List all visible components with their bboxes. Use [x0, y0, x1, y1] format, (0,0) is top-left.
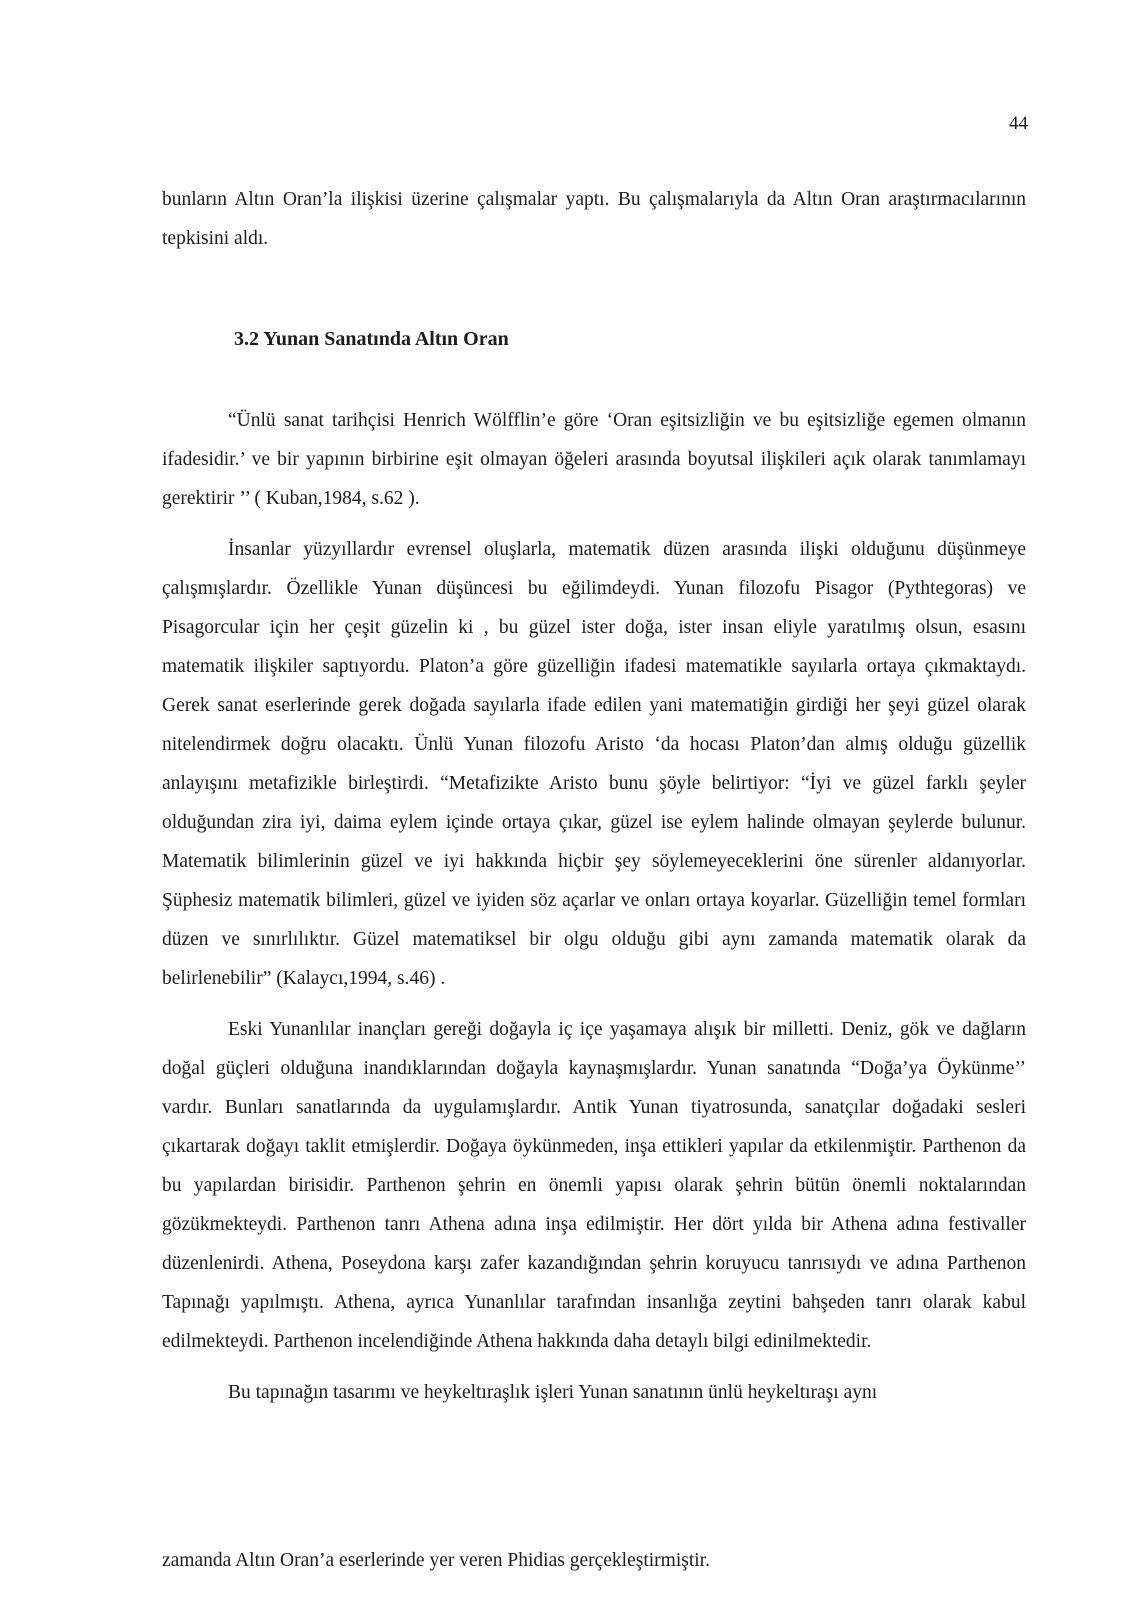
paragraph-parthenon: Eski Yunanlılar inançları gereği doğayla iç içe yaşamaya alışık bir milletti. Deniz, gök ve dağların doğal güçleri olduğuna inandıklarından doğayla kaynaşmışlardır. Yunan sanatında “Doğa’ya Öykünme’’ vardır. Bunları sanatlarında da uygulamışlardır. Antik Yunan tiyatrosunda, sanatçılar doğadaki sesleri çıkartarak doğayı taklit etmişlerdir. Doğaya öykünmeden, inşa ettikleri yapılar da etkilenmiştir. Parthenon da bu yapılardan birisidir. Parthenon şehrin en önemli yapısı olarak şehrin bütün önemli noktalarından gözükmekteydi. Parthenon tanrı Athena adına inşa edilmiştir. Her dört yılda bir Athena adına festivaller düzenlenirdi. Athena, Poseydona karşı zafer kazandığından şehrin koruyucu tanrısıydı ve adına Parthenon Tapınağı yapılmıştı. Athena, ayrıca Yunanlılar tarafından insanlığa zeytini bahşeden tanrı olarak kabul edilmekteydi. Parthenon incelendiğinde Athena hakkında daha detaylı bilgi edinilmektedir.: [162, 1019, 1026, 1352]
paragraph-temple-design: Bu tapınağın tasarımı ve heykeltıraşlık işleri Yunan sanatının ünlü heykeltıraşı aynı: [228, 1382, 878, 1403]
page-number: 44: [1009, 113, 1028, 134]
section-heading: 3.2 Yunan Sanatında Altın Oran: [234, 328, 509, 350]
cut-off-text-line: zamanda Altın Oran’a eserlerinde yer veren Phidias gerçekleştirmiştir.: [162, 1550, 710, 1571]
paragraph-greek-thought: İnsanlar yüzyıllardır evrensel oluşlarla, matematik düzen arasında ilişki olduğunu düşünmeye çalışmışlardır. Özellikle Yunan düşüncesi bu eğilimdeydi. Yunan filozofu Pisagor (Pythtegoras) ve Pisagorcular için her çeşit güzelin ki , bu güzel ister doğa, ister insan eliyle yaratılmış olsun, esasını matematik ilişkiler saptıyordu. Platon’a göre güzelliğin ifadesi matematikle sayılarla ortaya çıkmaktaydı. Gerek sanat eserlerinde gerek doğada sayılarla ifade edilen yani matematiğin girdiği her şeyi güzel olarak nitelendirmek doğru olacaktı. Ünlü Yunan filozofu Aristo ‘da hocası Platon’dan almış olduğu güzellik anlayışını metafizikle birleştirdi. “Metafizikte Aristo bunu şöyle belirtiyor: “İyi ve güzel farklı şeyler olduğundan zira iyi, daima eylem içinde ortaya çıkar, güzel ise eylem halinde olmayan şeylerde bulunur. Matematik bilimlerinin güzel ve iyi hakkında hiçbir şey söylemeyeceklerini öne sürenler aldanıyorlar. Şüphesiz matematik bilimleri, güzel ve iyiden söz açarlar ve onları ortaya koyarlar. Güzelliğin temel formları düzen ve sınırlılıktır. Güzel matematiksel bir olgu olduğu gibi aynı zamanda matematik olarak da belirlenebilir” (Kalaycı,1994, s.46) .: [162, 539, 1026, 989]
paragraph-wolfflin-quote: “Ünlü sanat tarihçisi Henrich Wölfflin’e göre ‘Oran eşitsizliğin ve bu eşitsizliğe egemen olmanın ifadesidir.’ ve bir yapının birbirine eşit olmayan öğeleri arasında boyutsal ilişkileri açık olarak tanımlamayı gerektirir ’’ ( Kuban,1984, s.62 ).: [162, 410, 1026, 509]
continuation-paragraph: bunların Altın Oran’la ilişkisi üzerine çalışmalar yaptı. Bu çalışmalarıyla da Altın Oran araştırmacılarının tepkisini aldı.: [162, 189, 1026, 249]
page-body: [162, 180, 1026, 1412]
